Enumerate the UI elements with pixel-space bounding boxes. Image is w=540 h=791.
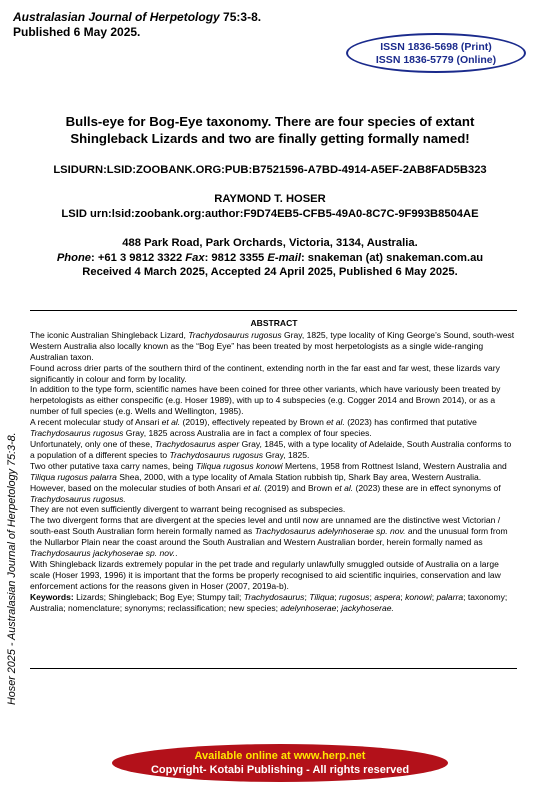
keywords: Keywords: Lizards; Shingleback; Bog Eye; Stumpy tail; Trachydosaurus; Tiliqua; rugosus; aspera; konowi; palarra; taxonomy; Australia; nomenclature; synonyms; reclassification; new species; adelynhoserae; jackyhoserae. <box>30 591 508 613</box>
issn-badge <box>346 33 526 73</box>
journal-issue: 75:3-8. <box>219 10 262 24</box>
published-date: Published 6 May 2025. <box>13 25 141 39</box>
zoobank-pub-lsid: LSIDURN:LSID:ZOOBANK.ORG:PUB:B7521596-A7BD-4914-A5EF-2AB8FAD5B323 <box>53 164 487 176</box>
abstract-paragraph: With Shingleback lizards extremely popular in the pet trade and regularly unlawfully smuggled outside of Australia on a large scale (Hoser 1993, 1996) it is important that the forms be properly recognised to aid scientific inquiries, conservation and law enforcement actions for the reasons given in Hoser (2007, 2019a-b). <box>30 558 501 591</box>
email-label: E-mail <box>267 252 301 264</box>
divider-top <box>30 310 517 311</box>
received-accepted-dates: Received 4 March 2025, Accepted 24 April 2025, Published 6 May 2025. <box>82 266 458 278</box>
author-lsid: LSID urn:lsid:zoobank.org:author:F9D74EB5-CFB5-49A0-8C7C-9F993B8504AE <box>61 208 479 220</box>
paper-title <box>20 113 520 147</box>
abstract-paragraph: Two other putative taxa carry names, being Tiliqua rugosus konowi Mertens, 1958 from Rottnest Island, Western Australia and Tiliqua rugosus palarra Shea, 2000, with a type locality of Amala Station rubbish tip, Shark Bay area, Western Australia. <box>30 460 507 482</box>
journal-name: Australasian Journal of Herpetology <box>13 10 220 24</box>
issn-print: ISSN 1836-5698 (Print) <box>380 41 492 53</box>
abstract-paragraph: They are not even sufficiently divergent to warrant being recognised as subspecies. <box>30 504 346 515</box>
abstract-paragraph: In addition to the type form, scientific names have been coined for three other variants, which have variously been treated by herpetologists as either conspecific (e.g. Hoser 1989), with up to 4 subspecies (e.g. Cogger 2014 and Brown 2014), or as a number of full species (e.g. Wells and Wellington, 1985). <box>30 384 501 417</box>
journal-header <box>13 10 261 40</box>
fax-label: Fax <box>185 252 205 264</box>
abstract <box>30 318 518 613</box>
footer-copyright: Copyright- Kotabi Publishing - All rights reserved <box>150 764 410 776</box>
author-contact <box>0 251 540 266</box>
author-name: RAYMOND T. HOSER <box>214 193 326 205</box>
abstract-paragraph: Unfortunately, only one of these, Trachydosaurus asper Gray, 1845, with a type locality of Adelaide, South Australia conforms to a population of a different species to Trachydosaurus rugosus Gray, 1825. <box>30 438 512 460</box>
abstract-heading: ABSTRACT <box>250 318 298 328</box>
divider-bottom <box>30 668 517 669</box>
abstract-paragraph: A recent molecular study of Ansari et al. (2019), effectively repeated by Brown et al. (2023) has confirmed that putative Trachydosaurus rugosus Gray, 1825 across Australia are in fact a complex of four species. <box>30 417 477 439</box>
issn-online: ISSN 1836-5779 (Online) <box>375 54 497 66</box>
abstract-paragraph: The iconic Australian Shingleback Lizard, Trachydosaurus rugosus Gray, 1825, type locality of King George’s Sound, south-west Western Australia also locally known as the “Bog Eye” has been treated by most herpetologists as a single wide-ranging Australian taxon. <box>30 329 515 362</box>
abstract-paragraph: The two divergent forms that are divergent at the species level and until now are unnamed are the distinctive west Victorian / south-east South Australian form herein formally named as Trachydosaurus adelynhoserae sp. nov. and the unusual form from the Nullarbor Plain near the coast around the South Australian and Western Australian border, herein formally named as Trachydosaurus jackyhoserae sp. nov.. <box>30 515 508 559</box>
fax-value: : 9812 3355 <box>204 252 268 264</box>
title-line-2: Shingleback Lizards and two are finally getting formally named! <box>70 131 470 146</box>
side-citation: Hoser 2025 - Australasian Journal of Herpetology 75:3-8. <box>6 432 18 705</box>
abstract-paragraph: Found across drier parts of the southern third of the continent, extending north in the far east and far west, these lizards vary significantly in colour and form by locality. <box>30 362 500 384</box>
footer-website[interactable]: Available online at www.herp.net <box>194 750 366 762</box>
abstract-paragraph: However, based on the molecular studies of both Ansari et al. (2019) and Brown et al. (2023) these are in effect synonyms of Trachydosaurus rugosus. <box>30 482 501 504</box>
footer-banner <box>112 744 448 782</box>
author-address: 488 Park Road, Park Orchards, Victoria, 3134, Australia. <box>122 237 418 249</box>
email-value: : snakeman (at) snakeman.com.au <box>300 252 484 264</box>
title-line-1: Bulls-eye for Bog-Eye taxonomy. There are four species of extant <box>65 114 475 129</box>
phone-label: Phone <box>56 252 92 264</box>
phone-value: : +61 3 9812 3322 <box>91 252 186 264</box>
